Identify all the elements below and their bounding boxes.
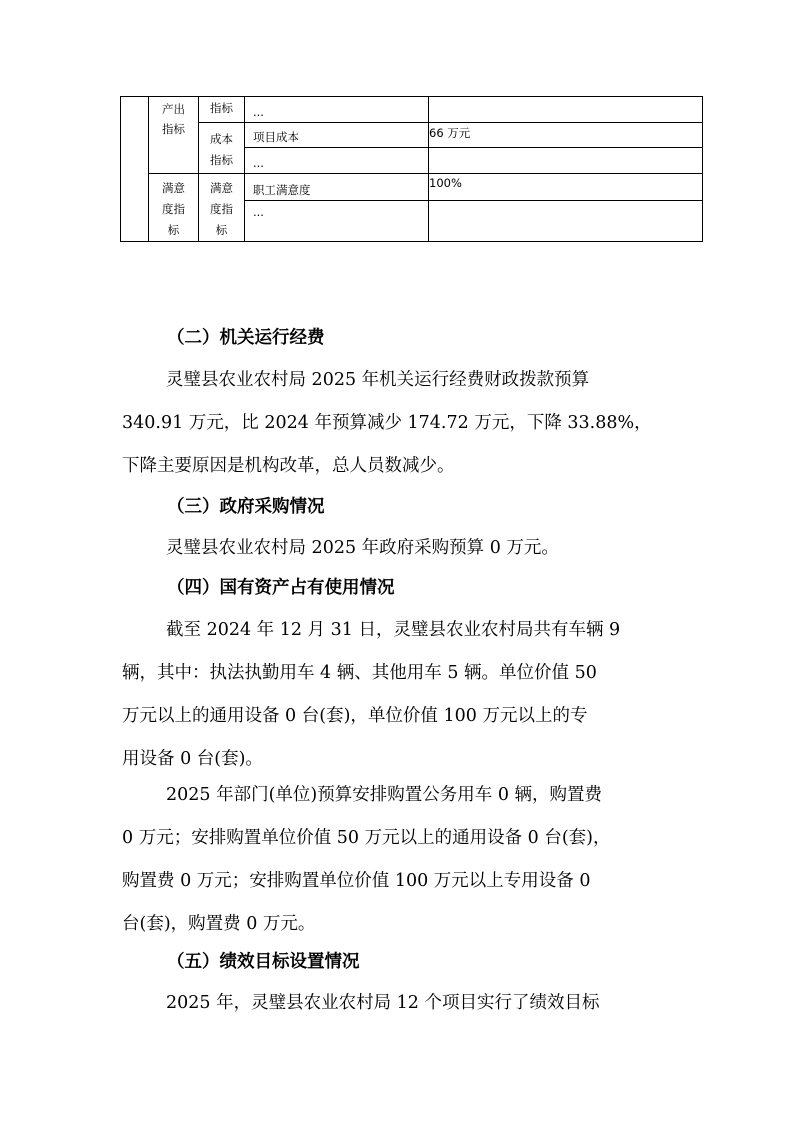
text-line: 2025 年，灵璧县农业农村局 12 个项目实行了绩效目标	[166, 993, 600, 1013]
paragraph-performance-goals	[122, 982, 682, 1025]
text-line: 截至 2024 年 12 月 31 日，灵璧县农业农村局共有车辆 9	[166, 620, 621, 640]
table-cell-indicator: 职工满意度	[245, 174, 429, 201]
text-line: 0 万元；安排购置单位价值 50 万元以上的通用设备 0 台(套)，	[122, 828, 611, 848]
text-line: 购置费 0 万元；安排购置单位价值 100 万元以上专用设备 0	[122, 871, 591, 891]
table-cell-indicator: ...	[245, 200, 429, 241]
paragraph-state-assets-budget	[122, 774, 682, 946]
table-cell-target: 66 万元	[429, 123, 703, 148]
output-indicator-category: 产出 指标	[149, 97, 199, 174]
satisfaction-indicator-subcategory: 满意 度指 标	[199, 174, 245, 242]
table-cell-target	[429, 97, 703, 123]
performance-indicator-table	[120, 96, 703, 242]
indicator-subcategory: 指标	[199, 97, 245, 123]
cost-indicator-subcategory: 成本 指标	[199, 123, 245, 174]
text-line: 灵璧县农业农村局 2025 年机关运行经费财政拨款预算	[166, 370, 590, 390]
paragraph-state-assets-vehicles	[122, 609, 682, 781]
table-cell-target	[429, 200, 703, 241]
table-margin-column	[121, 97, 149, 242]
table-cell-indicator: 项目成本	[245, 123, 429, 148]
text-line: 2025 年部门(单位)预算安排购置公务用车 0 辆，购置费	[166, 785, 603, 805]
section-heading-state-assets: （四）国有资产占有使用情况	[167, 578, 395, 598]
text-line: 辆，其中：执法执勤用车 4 辆、其他用车 5 辆。单位价值 50	[122, 663, 597, 683]
table-cell-target: 100%	[429, 174, 703, 201]
text-line: 台(套)，购置费 0 万元。	[122, 914, 316, 934]
text-line: 灵璧县农业农村局 2025 年政府采购预算 0 万元。	[166, 538, 559, 558]
text-line: 下降主要原因是机构改革，总人员数减少。	[122, 456, 455, 476]
paragraph-government-procurement	[122, 527, 682, 570]
section-heading-operating-expenses: （二）机关运行经费	[167, 328, 325, 348]
table-cell-target	[429, 148, 703, 174]
section-heading-government-procurement: （三）政府采购情况	[167, 497, 325, 517]
satisfaction-indicator-category: 满意 度指 标	[149, 174, 199, 242]
paragraph-operating-expenses	[122, 359, 682, 488]
text-line: 万元以上的通用设备 0 台(套)，单位价值 100 万元以上的专	[122, 706, 588, 726]
text-line: 用设备 0 台(套)。	[122, 749, 263, 769]
table-cell-indicator: ...	[245, 97, 429, 123]
table-cell-indicator: ...	[245, 148, 429, 174]
text-line: 340.91 万元，比 2024 年预算减少 174.72 万元，下降 33.88%，	[122, 413, 652, 433]
section-heading-performance-goals: （五）绩效目标设置情况	[167, 952, 360, 972]
